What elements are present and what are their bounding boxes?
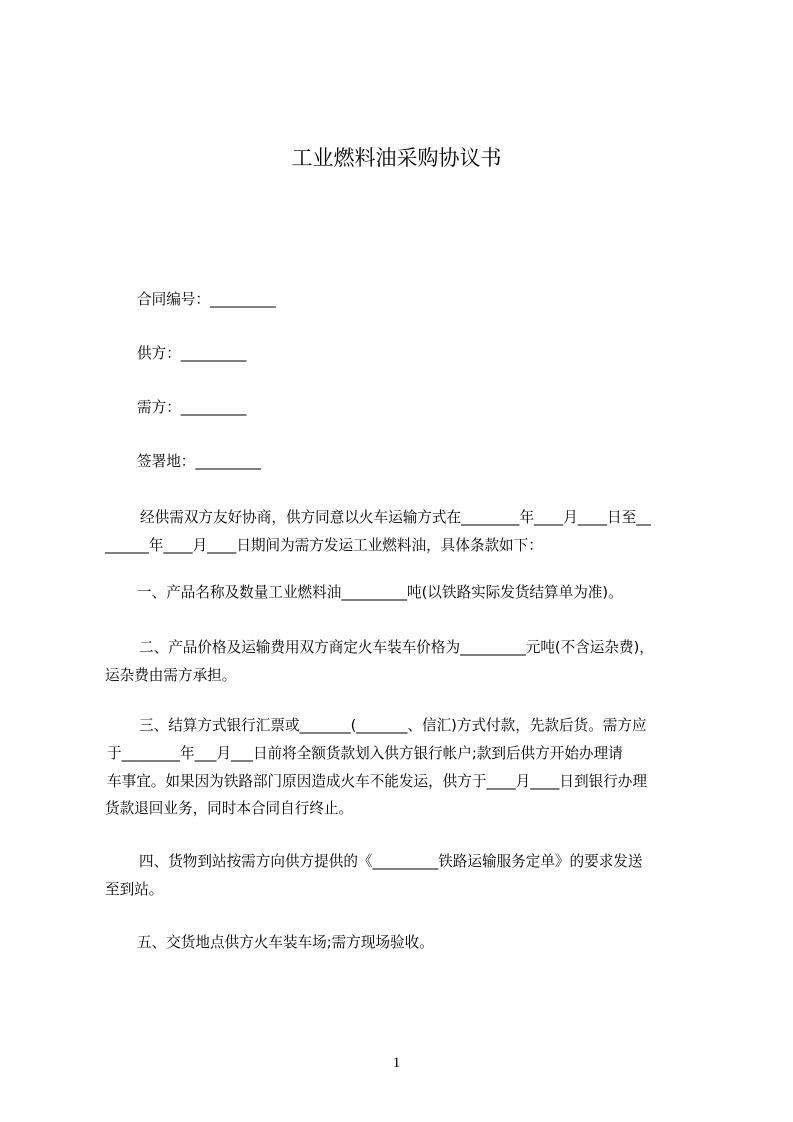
contract-number-field: 合同编号：_________ [137,291,276,308]
clause-5-line-1: 五、交货地点供方火车装车场;需方现场验收。 [137,934,434,951]
clause-2-line-1: 二、产品价格及运输费用双方商定火车装车价格为_________元吨(不含运杂费)， [139,639,654,656]
page-number: 1 [392,1055,401,1071]
clause-4-line-1: 四、货物到站按需方向供方提供的《_________铁路运输服务定单》的要求发送 [139,853,643,870]
clause-3-line-4: 货款退回业务，同时本合同自行终止。 [105,800,354,817]
buyer-field: 需方：_________ [137,399,247,416]
clause-3-line-3: 车事宜。如果因为铁路部门原因造成火车不能发运，供方于____月____日到银行办理 [107,773,647,790]
supplier-field: 供方：_________ [137,345,247,362]
intro-line-1: 经供需双方友好协商，供方同意以火车运输方式在________年____月____日至__ [140,509,651,526]
clause-4-line-2: 至到站。 [105,881,164,898]
clause-2-line-2: 运杂费由需方承担。 [105,667,237,684]
clause-3-line-2: 于________年___月___日前将全额货款划入供方银行帐户;款到后供方开始办理请 [107,745,623,762]
sign-place-field: 签署地：_________ [137,453,262,470]
document-title: 工业燃料油采购协议书 [291,146,502,170]
clause-3-line-1: 三、结算方式银行汇票或_______(_______、信汇)方式付款，先款后货。需方应 [139,717,647,734]
intro-line-2: ______年____月____日期间为需方发运工业燃料油，具体条款如下： [105,537,543,554]
clause-1-line-1: 一、产品名称及数量工业燃料油_________吨(以铁路实际发货结算单为准)。 [137,584,623,601]
